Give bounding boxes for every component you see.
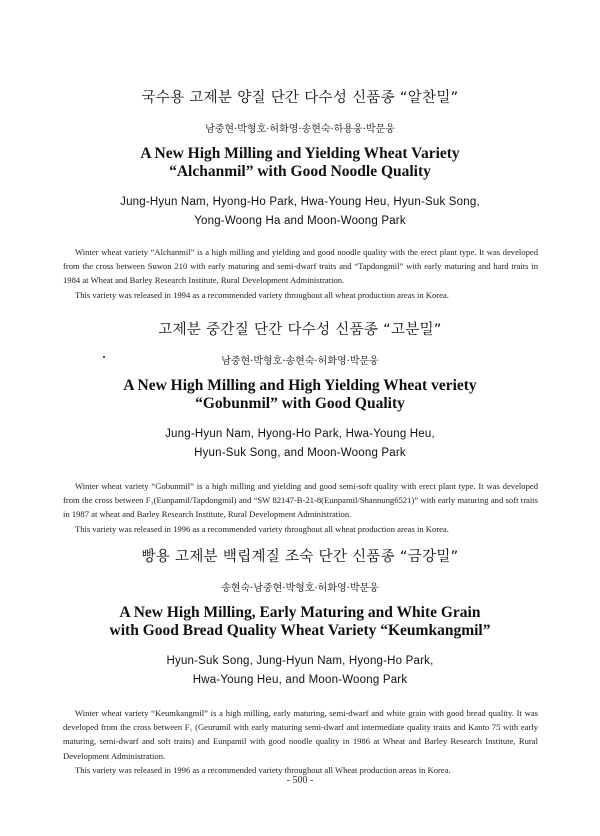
- abstract-paragraph-1: Winter wheat variety “Keumkangmil” is a high milling, early maturing, semi-dwarf and white grain with good bread quality. It was developed from the cross between F₁ (Geurumil with early maturing semi-dwarf and intermediate quality traits and Kanto 75 with early maturing, semi-dwarf and soft traits) and Eunpamil with good noodle quality in 1986 at Wheat and Barley Research Institute, Rural Development Administration.: [63, 708, 538, 761]
- article-gobunmil: [0, 318, 600, 536]
- english-title-line-1: A New High Milling, Early Maturing and White Grain: [119, 604, 481, 621]
- korean-title: 고제분 중간질 단간 다수성 신품종 “고분밀”: [158, 322, 442, 338]
- korean-title: 빵용 고제분 백립계질 조숙 단간 신품종 “금강밀”: [141, 549, 459, 565]
- english-authors-line-1: Jung-Hyun Nam, Hyong-Ho Park, Hwa-Young Heu,: [165, 428, 435, 440]
- korean-authors: 송현숙·남중현·박형호·허화영·박문웅: [221, 583, 379, 594]
- korean-title: 국수용 고제분 양질 단간 다수성 신품종 “알찬밀”: [141, 90, 459, 106]
- abstract: [63, 245, 538, 302]
- english-title-line-1: A New High Milling and High Yielding Wheat veriety: [123, 377, 477, 394]
- abstract-paragraph-1: Winter wheat variety “Gobunmil” is a high milling and yielding and good semi-soft quality with erect plant type. It was developed from the cross between F₁(Eunpamil/Tapdongmil) and “SW 82147-B-21-8(Eunpamil/Shannung6521)” with early maturing and soft traits in 1987 at wheat and Barley Research Institute, Rural Development Administration.: [63, 481, 538, 520]
- english-authors-line-1: Hyun-Suk Song, Jung-Hyun Nam, Hyong-Ho Park,: [166, 655, 434, 667]
- abstract-paragraph-2: This variety was released in 1996 as a recommended variety throughout all Wheat production areas in Korea.: [75, 764, 451, 775]
- english-title-line-2: “Gobunmil” with Good Quality: [195, 395, 405, 412]
- english-authors-line-2: Hyun-Suk Song, and Moon-Woong Park: [194, 447, 406, 459]
- english-authors: [0, 652, 600, 690]
- korean-authors: 남중현·박형호·허화영·송현숙·하용웅·박문웅: [205, 124, 395, 135]
- english-authors-line-1: Jung-Hyun Nam, Hyong-Ho Park, Hwa-Young Heu, Hyun-Suk Song,: [120, 196, 480, 208]
- page-number: - 500 -: [286, 775, 314, 786]
- english-title: [0, 377, 600, 413]
- english-authors: [0, 425, 600, 463]
- abstract-paragraph-2: This variety was released in 1994 as a recommended variety throughout all wheat production areas in Korea.: [75, 289, 449, 300]
- english-authors-line-2: Hwa-Young Heu, and Moon-Woong Park: [192, 674, 408, 686]
- english-authors: [0, 193, 600, 231]
- english-title-line-2: with Good Bread Quality Wheat Variety “Keumkangmil”: [109, 622, 491, 639]
- english-authors-line-2: Yong-Woong Ha and Moon-Woong Park: [194, 215, 406, 227]
- abstract-paragraph-2: This variety was released in 1996 as a recommended variety throughout all wheat production areas in Korea.: [75, 523, 449, 534]
- abstract: [63, 706, 538, 777]
- english-title: [0, 145, 600, 181]
- english-title: [0, 604, 600, 640]
- korean-authors: 남중현·박형호·송현숙·허화영·박문웅: [221, 356, 379, 367]
- article-alchanmil: [0, 86, 600, 302]
- english-title-line-1: A New High Milling and Yielding Wheat Variety: [140, 145, 460, 162]
- english-title-line-2: “Alchanmil” with Good Noodle Quality: [169, 163, 431, 180]
- article-keumkangmil: [0, 545, 600, 777]
- abstract-paragraph-1: Winter wheat variety “Alchanmil” is a high milling and yielding and good noodle quality with the erect plant type. It was developed from the cross between Suwon 210 with early maturing and semi-dwarf traits and “Tapdongmil” with early maturing and hard traits in 1984 at Wheat and Barley Research Institute, Rural Development Administration.: [63, 247, 538, 286]
- abstract: [63, 479, 538, 536]
